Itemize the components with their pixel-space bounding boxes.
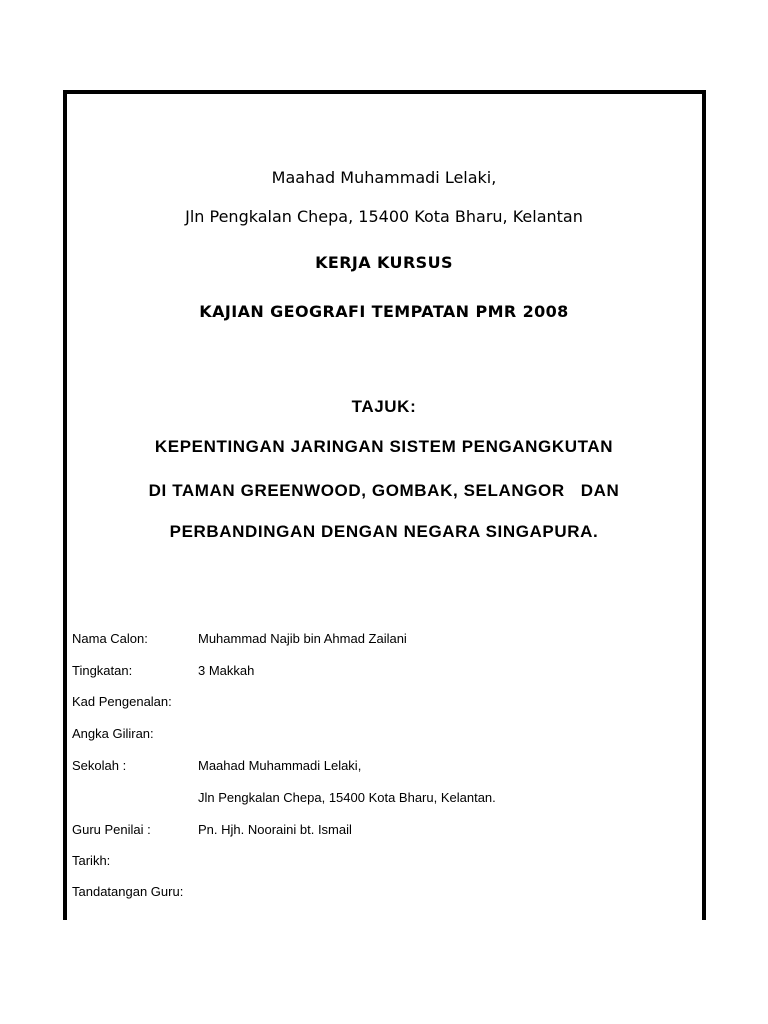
kad-pengenalan-label: Kad Pengenalan: — [72, 694, 172, 709]
tandatangan-guru-label: Tandatangan Guru: — [72, 884, 184, 899]
sekolah-value-line2: Jln Pengkalan Chepa, 15400 Kota Bharu, Kelantan. — [198, 790, 496, 805]
study-title-heading: KAJIAN GEOGRAFI TEMPATAN PMR 2008 — [199, 302, 569, 321]
sekolah-label: Sekolah : — [72, 758, 127, 773]
nama-calon-label: Nama Calon: — [72, 631, 148, 646]
title-line-2: DI TAMAN GREENWOOD, GOMBAK, SELANGOR DAN — [148, 481, 620, 500]
title-line-1: KEPENTINGAN JARINGAN SISTEM PENGANGKUTAN — [154, 437, 614, 456]
nama-calon-value: Muhammad Najib bin Ahmad Zailani — [198, 631, 407, 646]
doc-type-heading: KERJA KURSUS — [315, 253, 453, 272]
tajuk-label: TAJUK: — [351, 397, 417, 416]
guru-penilai-label: Guru Penilai : — [72, 822, 151, 837]
tarikh-label: Tarikh: — [72, 853, 111, 868]
school-address: Jln Pengkalan Chepa, 15400 Kota Bharu, Kelantan — [185, 207, 583, 226]
guru-penilai-value: Pn. Hjh. Nooraini bt. Ismail — [198, 822, 352, 837]
sekolah-value: Maahad Muhammadi Lelaki, — [198, 758, 362, 773]
school-name: Maahad Muhammadi Lelaki, — [271, 168, 497, 187]
tingkatan-label: Tingkatan: — [72, 663, 133, 678]
tingkatan-value: 3 Makkah — [198, 663, 255, 678]
title-line-3: PERBANDINGAN DENGAN NEGARA SINGAPURA. — [169, 522, 599, 541]
angka-giliran-label: Angka Giliran: — [72, 726, 154, 741]
